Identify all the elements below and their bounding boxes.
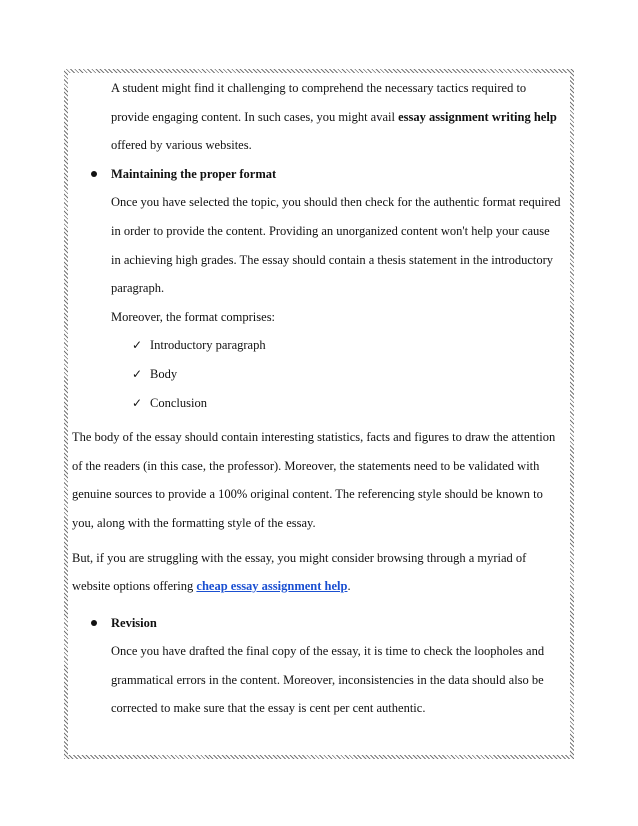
document-body: [72, 74, 566, 723]
text-line: you, along with the formatting style of the essay.: [72, 515, 316, 530]
bullet-icon: [91, 171, 97, 177]
text-line: But, if you are struggling with the essay, you might consider browsing through a myriad of: [72, 550, 527, 565]
format-checklist: [72, 331, 566, 417]
text-span: website options offering: [72, 579, 197, 594]
bullet-heading-revision: [111, 609, 566, 638]
checkmark-icon: ✓: [132, 395, 143, 410]
revision-paragraph: [72, 637, 566, 723]
format-paragraph: [72, 188, 566, 331]
bullet-heading-text: Maintaining the proper format: [111, 166, 277, 181]
text-line: [72, 572, 566, 601]
body-paragraph: [72, 423, 566, 537]
bullet-heading-format: [111, 160, 566, 189]
text-line: Moreover, the format comprises:: [111, 309, 276, 324]
bullet-heading-text: Revision: [111, 615, 157, 630]
text-line: corrected to make sure that the essay is cent per cent authentic.: [111, 701, 426, 716]
intro-paragraph: [72, 74, 566, 160]
checklist-label: Body: [150, 366, 178, 381]
text-line: of the readers (in this case, the professor). Moreover, the statements need to be validated with: [72, 458, 540, 473]
checkmark-icon: ✓: [132, 366, 143, 381]
text-span: provide engaging content. In such cases, you might avail: [111, 109, 399, 124]
text-line: Once you have selected the topic, you should then check for the authentic format required: [111, 195, 561, 210]
cheap-essay-help-link[interactable]: cheap essay assignment help: [196, 579, 348, 594]
text-line: in order to provide the content. Providing an unorganized content won't help your cause: [111, 223, 550, 238]
text-line: in achieving high grades. The essay should contain a thesis statement in the introductory: [111, 252, 554, 267]
checklist-label: Conclusion: [150, 395, 207, 410]
checklist-item: [132, 360, 566, 389]
text-line: Once you have drafted the final copy of the essay, it is time to check the loopholes and: [111, 644, 545, 659]
checklist-item: [132, 331, 566, 360]
text-line: paragraph.: [111, 281, 165, 296]
text-line: genuine sources to provide a 100% original content. The referencing style should be known to: [72, 487, 543, 502]
text-line: The body of the essay should contain interesting statistics, facts and figures to draw the attention: [72, 430, 556, 445]
text-line: grammatical errors in the content. Moreover, inconsistencies in the data should also be: [111, 672, 544, 687]
bullet-icon: [91, 620, 97, 626]
text-span: .: [347, 579, 351, 594]
checklist-label: Introductory paragraph: [150, 338, 266, 353]
bold-keyword: essay assignment writing help: [398, 109, 557, 124]
struggle-paragraph: [72, 544, 566, 601]
checklist-item: [132, 389, 566, 418]
checkmark-icon: ✓: [132, 338, 143, 353]
text-line: [111, 103, 566, 132]
text-line: offered by various websites.: [111, 138, 252, 153]
text-line: A student might find it challenging to comprehend the necessary tactics required to: [111, 81, 527, 95]
